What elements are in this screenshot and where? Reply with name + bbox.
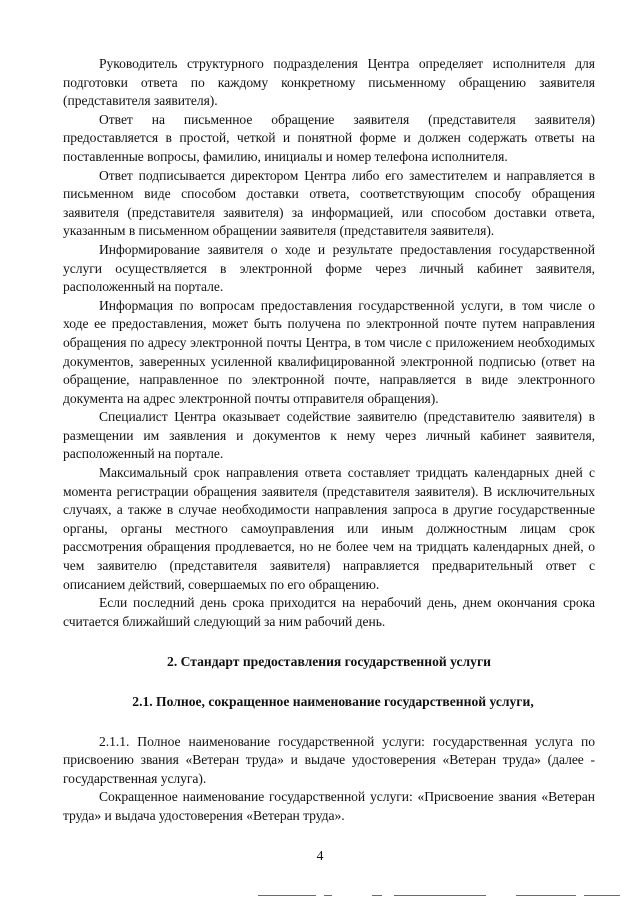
- paragraph-nonworking-day: Если последний день срока приходится на нерабочий день, днем окончания срока считается ближайший следующий за ним рабочий день.: [63, 595, 595, 629]
- paragraph-executor-assignment: Руководитель структурного подразделения Центра определяет исполнителя для подготовки ответа по каждому конкретному письменному обращению заявителя (представителя заявителя).: [63, 56, 595, 109]
- paragraph-specialist-assistance: Специалист Центра оказывает содействие заявителю (представителю заявителя) в размещении им заявления и документов к нему через личный кабинет заявителя, расположенный на портале.: [63, 409, 595, 462]
- footer-rule: [0, 893, 640, 899]
- section-heading: 2. Стандарт предоставления государственной услуги: [167, 654, 491, 670]
- paragraph-maximum-term: Максимальный срок направления ответа составляет тридцать календарных дней с момента регистрации обращения заявителя (представителя заявителя). В исключительных случаях, а также в случае необходимости направления запроса в другие государственные органы, органы местного самоуправления или иным должностным лицам срок рассмотрения обращения продлевается, но не более чем на тридцать календарных дней, о чем заявителю (представителя заявителя) направляется предварительный ответ с описанием действий, совершаемых по его обращению.: [63, 465, 595, 592]
- paragraph-electronic-informing: Информирование заявителя о ходе и результате предоставления государственной услуги осуществляется в электронной форме через личный кабинет заявителя, расположенный на портале.: [63, 241, 595, 295]
- paragraph-short-name: Сокращенное наименование государственной услуги: «Присвоение звания «Ветеран труда» и выдача удостоверения «Ветеран труда».: [63, 789, 595, 823]
- subsection-heading: 2.1. Полное, сокращенное наименование государственной услуги,: [132, 694, 534, 709]
- paragraph-full-name: 2.1.1. Полное наименование государственной услуги: государственная услуга по присвоению звания «Ветеран труда» и выдаче удостоверения «Ветеран труда» (далее - государственная услуга).: [63, 733, 595, 786]
- paragraph-email-information: Информация по вопросам предоставления государственной услуги, в том числе о ходе ее предоставления, может быть получена по электронной почте путем направления обращения по адресу электронной почты Центра, в том числе с приложением необходимых документов, заверенных усиленной квалифицированной электронной подписью (ответ на обращение, направленное по электронной почте, направляется в виде электронного документа на адрес электронной почты отправителя обращения).: [63, 297, 595, 406]
- page-number: 4: [316, 848, 324, 863]
- paragraph-answer-signing: Ответ подписывается директором Центра либо его заместителем и направляется в письменном виде способом доставки ответа, соответствующим способу обращения заявителя (представителя заявителя) за информацией, или способом доставки ответа, указанным в письменном обращении заявителя (представителя заявителя).: [63, 167, 595, 239]
- paragraph-answer-form: Ответ на письменное обращение заявителя (представителя заявителя) предоставляется в простой, четкой и понятной форме и должен содержать ответы на поставленные вопросы, фамилию, инициалы и номер телефона исполнителя.: [63, 111, 595, 164]
- document-page: [63, 55, 595, 826]
